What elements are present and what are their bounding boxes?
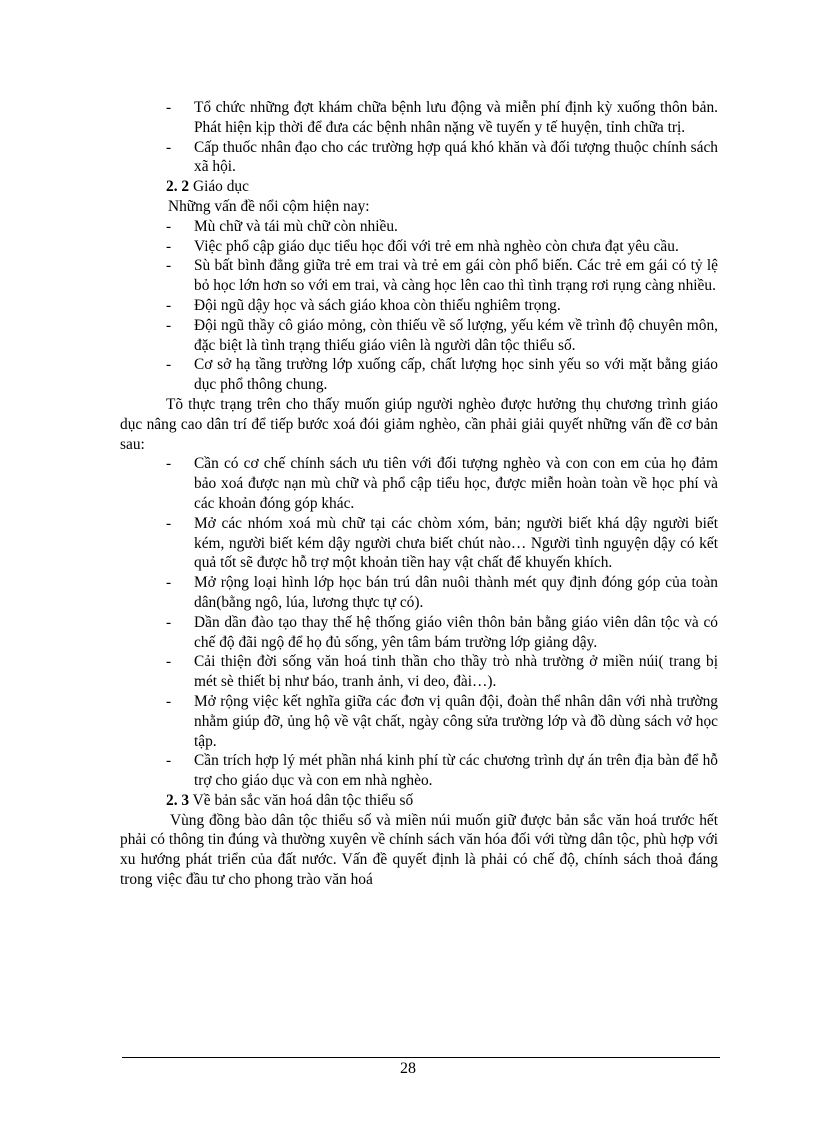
list-item-text: Mở các nhóm xoá mù chữ tại các chòm xóm, bản; người biết khá dậy người biết kém, người biết kém dậy người chưa biết chút nào… Người tình nguyện dậy có kết quả tốt sẽ được hỗ trợ một khoản tiền hay vật chất để khuyến khích. (194, 514, 718, 572)
section-intro: Những vấn đề nổi cộm hiện nay: (168, 197, 370, 215)
bullet-dash: - (166, 692, 172, 710)
bullet-dash: - (166, 574, 172, 592)
list-item-text: Sù bất bình đẳng giữa trẻ em trai và trẻ em gái còn phổ biến. Các trẻ em gái có tỷ lệ bỏ học lớn hơn so với em trai, và càng học lên cao thì tình trạng rơi rụng càng nhiều. (194, 257, 718, 295)
list-item-text: Đội ngũ dậy học và sách giáo khoa còn thiếu nghiêm trọng. (194, 296, 561, 314)
list-item (166, 316, 718, 356)
list-item (166, 296, 718, 316)
list-item (166, 138, 718, 178)
page-number: 28 (400, 1060, 416, 1077)
list-item-text: Việc phổ cập giáo dục tiểu học đối với trẻ em nhà nghèo còn chưa đạt yêu cầu. (194, 237, 679, 255)
list-item-text: Mở rộng việc kết nghĩa giữa các đơn vị quân đội, đoàn thể nhân dân với nhà trường nhằm giúp đỡ, ủng hộ về vật chất, ngày công sửa trường lớp và đồ dùng sách vở học tập. (194, 692, 718, 750)
section-number: 2. 2 (166, 178, 190, 196)
list-item (166, 692, 718, 751)
bullet-dash: - (166, 217, 172, 235)
section-heading-education (166, 177, 718, 197)
health-measures-list (166, 98, 718, 177)
list-item (166, 98, 718, 138)
page-body (120, 98, 718, 890)
bullet-dash: - (166, 237, 172, 255)
culture-paragraph: Vùng đồng bào dân tộc thiểu số và miền núi muốn giữ được bản sắc văn hoá trước hết phải có thông tin đúng và thường xuyên về chính sách văn hóa đối với từng dân tộc, phù hợp với xu hướng phát triển của đất nước. Vấn đề quyết định là phải có chế độ, chính sách thoả đáng trong việc đầu tư cho phong trào văn hoá (120, 811, 718, 889)
list-item (166, 751, 718, 791)
list-item (166, 652, 718, 692)
list-item-text: Mù chữ và tái mù chữ còn nhiều. (194, 217, 398, 235)
list-item-text: Cần trích hợp lý mét phần nhá kinh phí từ các chương trình dự án trên địa bàn để hỗ trợ cho giáo dục và con em nhà nghèo. (194, 752, 718, 790)
education-solutions-list (166, 454, 718, 791)
list-item (166, 217, 718, 237)
list-item (166, 355, 718, 395)
section-heading-culture (166, 791, 718, 811)
education-issues-list (166, 217, 718, 395)
list-item-text: Đội ngũ thầy cô giáo mỏng, còn thiếu về số lượng, yếu kém về trình độ chuyên môn, đặc biệt là tình trạng thiếu giáo viên là người dân tộc thiểu số. (194, 316, 718, 354)
bullet-dash: - (166, 296, 172, 314)
list-item-text: Cần có cơ chế chính sách ưu tiên với đối tượng nghèo và con con em của họ đảm bảo xoá được nạn mù chữ và phổ cập tiểu học, được miễn hoàn toàn về học phí và các khoản đóng góp khác. (194, 455, 718, 512)
list-item-text: Tổ chức những đợt khám chữa bệnh lưu động và miễn phí định kỳ xuống thôn bản. Phát hiện kịp thời để đưa các bệnh nhân nặng về tuyến y tế huyện, tỉnh chữa trị. (194, 99, 718, 136)
section-title: Về bản sắc văn hoá dân tộc thiểu số (192, 791, 414, 809)
list-item (166, 454, 718, 513)
bullet-dash: - (166, 257, 172, 275)
list-item (166, 573, 718, 613)
list-item (166, 256, 718, 296)
bullet-dash: - (166, 514, 172, 532)
bullet-dash: - (166, 752, 172, 770)
bullet-dash: - (166, 99, 172, 116)
section-number: 2. 3 (166, 791, 190, 809)
list-item-text: Cấp thuốc nhân đạo cho các trường hợp quá khó khăn và đối tượng thuộc chính sách xã hội. (194, 138, 718, 176)
list-item-text: Mở rộng loại hình lớp học bán trú dân nuôi thành mét quy định đóng góp của toàn dân(bằng ngô, lúa, lương thực tự có). (194, 574, 718, 611)
list-item-text: Cơ sở hạ tầng trường lớp xuống cấp, chất lượng học sinh yếu so với mặt bằng giáo dục phổ thông chung. (194, 356, 718, 394)
section-title: Giáo dục (192, 178, 249, 196)
list-item (166, 237, 718, 257)
bullet-dash: - (166, 316, 172, 334)
footer-rule (122, 1057, 720, 1058)
education-paragraph: Tõ thực trạng trên cho thấy muốn giúp người nghèo được hưởng thụ chương trình giáo dục nâng cao dân trí để tiếp bước xoá đói giảm nghèo, cần phải giải quyết những vấn đề cơ bản sau: (120, 395, 718, 453)
list-item-text: Cải thiện đời sống văn hoá tinh thần cho thầy trò nhà trường ở miền núi( trang bị mét sè thiết bị như báo, tranh ảnh, vi deo, đài…). (194, 653, 718, 691)
list-item (166, 514, 718, 573)
bullet-dash: - (166, 455, 172, 473)
list-item (166, 613, 718, 653)
bullet-dash: - (166, 653, 172, 671)
bullet-dash: - (166, 356, 172, 374)
list-item-text: Dần dần đào tạo thay thế hệ thống giáo viên thôn bản bằng giáo viên dân tộc và có chế độ đãi ngộ để họ đủ sống, yên tâm bám trường lớp giảng dậy. (194, 613, 718, 651)
bullet-dash: - (166, 613, 172, 631)
bullet-dash: - (166, 138, 172, 156)
